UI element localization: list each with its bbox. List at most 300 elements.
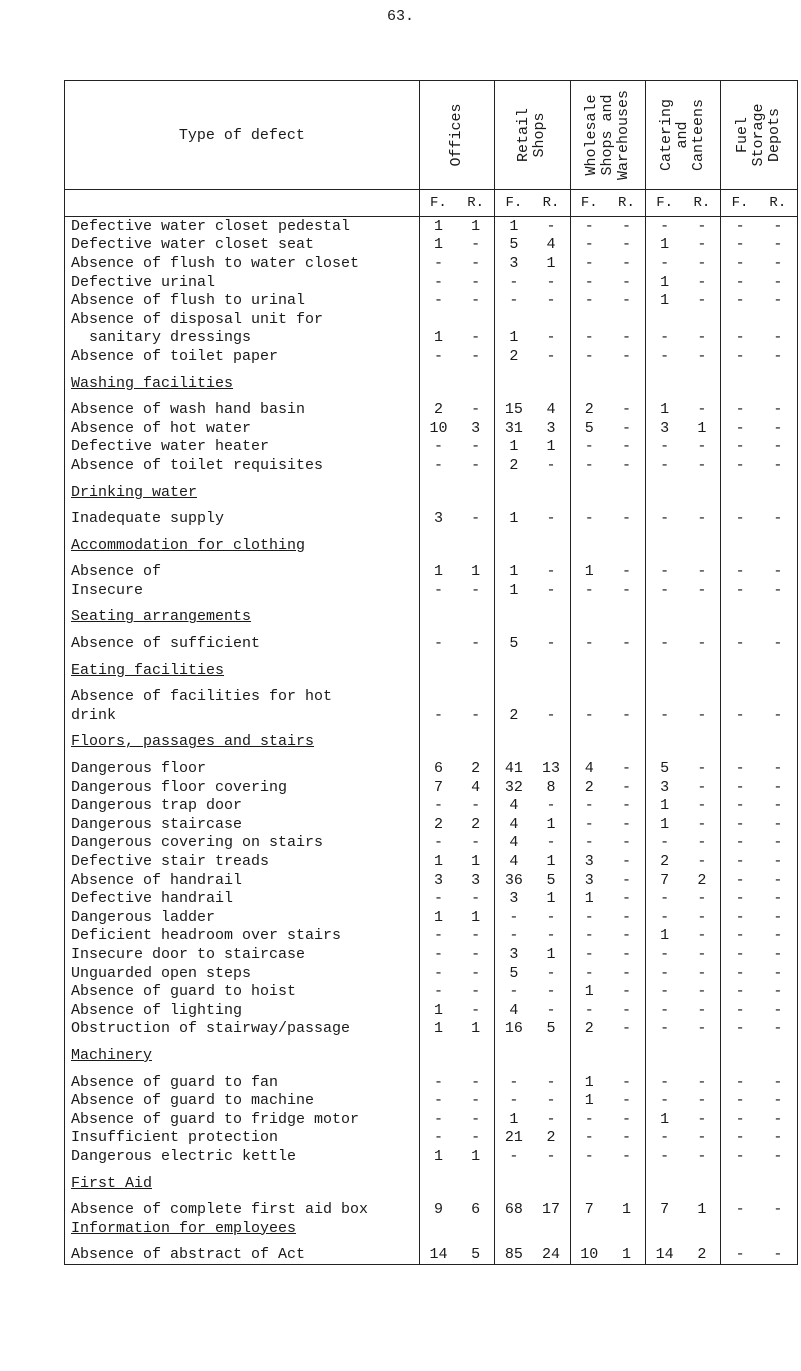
section-heading-row [65,483,798,502]
table-cell: - [683,456,721,475]
table-cell: - [532,581,570,600]
table-cell: - [457,927,495,946]
table-cell: 1 [660,1110,670,1128]
r-label: R. [759,190,798,217]
table-cell: - [683,254,721,273]
f-label: F. [721,190,759,217]
table-cell: - [660,1020,670,1038]
table-cell: - [660,563,670,581]
table-cell: - [433,1092,443,1110]
table-cell: 3 [433,871,443,889]
table-cell: - [457,945,495,964]
table-cell: 1 [433,1147,443,1165]
table-cell: 2 [433,815,443,833]
table-cell: 1 [457,908,495,927]
table-cell: - [683,945,721,964]
table-cell: - [683,347,721,366]
table-cell: - [584,438,594,456]
table-row [65,871,798,890]
table-cell: 1 [509,1110,519,1128]
table-cell: - [759,834,798,853]
table-row [65,1001,798,1020]
table-cell: - [457,964,495,983]
table-cell: - [660,945,670,963]
table-cell: - [735,438,745,456]
defect-label: Dangerous floor covering [65,778,420,797]
table-cell: - [735,853,745,871]
table-cell: - [759,945,798,964]
table-cell: - [532,273,570,292]
table-cell: - [735,1073,745,1091]
defect-label: Dangerous floor [65,759,420,778]
table-cell: - [608,438,646,457]
spacer-row [65,528,798,536]
table-cell: - [735,347,745,365]
table-cell: - [532,1001,570,1020]
table-cell: - [660,581,670,599]
table-cell: 5 [532,1020,570,1039]
table-cell: - [584,834,594,852]
section-heading-row [65,608,798,627]
table-cell: - [759,347,798,366]
table-cell: 4 [584,760,594,778]
table-cell: 2 [660,853,670,871]
table-row [65,456,798,475]
table-cell: - [608,217,646,236]
section-heading: Seating arrangements [65,608,420,627]
spacer-row [65,1238,798,1246]
table-row [65,509,798,528]
table-cell: - [532,1073,570,1092]
defect-label: Dangerous trap door [65,796,420,815]
table-cell: - [584,908,594,926]
type-of-defect-header: Type of defect [65,81,420,190]
table-cell: - [457,347,495,366]
table-row [65,329,798,348]
table-cell: - [660,510,670,528]
r-label: R. [608,190,646,217]
table-cell: - [457,456,495,475]
table-cell: 1 [532,815,570,834]
table-cell: - [683,834,721,853]
spacer-row [65,751,798,759]
table-cell: - [759,456,798,475]
table-cell: 2 [584,401,594,419]
table-cell: 1 [584,1073,594,1091]
table-row [65,581,798,600]
table-row [65,273,798,292]
table-cell: 3 [457,419,495,438]
table-cell: 16 [504,1020,523,1038]
table-cell: - [457,291,495,310]
table-cell: 1 [532,852,570,871]
table-cell: 1 [457,1147,495,1166]
table-cell: - [683,1110,721,1129]
table-cell: - [532,964,570,983]
table-cell: - [759,581,798,600]
table-row [65,834,798,853]
spacer-row [65,1065,798,1073]
table-cell: - [735,797,745,815]
table-cell: - [433,964,443,982]
table-cell: - [433,1110,443,1128]
table-cell: 41 [504,760,523,778]
table-cell: - [457,1073,495,1092]
defect-label: Absence of guard to fan [65,1073,420,1092]
defects-table [64,80,798,1265]
table-cell: - [660,1001,670,1019]
defect-label: Absence of flush to water closet [65,254,420,273]
table-row [65,310,798,329]
table-row [65,908,798,927]
table-cell: - [532,1147,570,1166]
table-cell: - [608,759,646,778]
table-cell: - [457,509,495,528]
table-cell: - [683,1091,721,1110]
table-body [65,217,798,1265]
table-cell: - [433,273,443,291]
table-cell: - [608,982,646,1001]
table-cell: 1 [532,945,570,964]
table-cell: 3 [660,419,670,437]
table-cell: 1 [683,419,721,438]
table-cell: - [683,1020,721,1039]
table-row [65,563,798,582]
table-cell: - [608,852,646,871]
section-heading-row [65,536,798,555]
defect-label: Deficient headroom over stairs [65,927,420,946]
table-cell: - [433,456,443,474]
table-cell: - [457,796,495,815]
table-cell: 2 [584,1020,594,1038]
table-cell: - [608,347,646,366]
table-cell: 2 [683,1246,721,1265]
table-cell: 1 [433,1001,443,1019]
section-heading: Floors, passages and stairs [65,733,420,752]
table-cell: - [433,581,443,599]
table-cell: - [433,1073,443,1091]
table-cell: - [683,400,721,419]
table-cell: 4 [509,797,519,815]
defect-label: Dangerous staircase [65,815,420,834]
table-cell: 2 [509,456,519,474]
f-label: F. [570,190,608,217]
fuel-storage-header [721,81,798,190]
table-cell: - [759,964,798,983]
table-cell: - [457,834,495,853]
table-cell: - [660,1129,670,1147]
table-cell: - [509,1073,519,1091]
table-cell: - [608,871,646,890]
table-cell: - [759,889,798,908]
table-cell: - [735,329,745,347]
table-cell: - [735,1020,745,1038]
spacer-row [65,626,798,634]
table-cell: - [735,456,745,474]
table-cell: 2 [509,347,519,365]
defect-label: Absence of guard to fridge motor [65,1110,420,1129]
table-cell: 4 [509,1001,519,1019]
table-cell: - [584,456,594,474]
table-cell: - [509,908,519,926]
table-cell: - [608,236,646,255]
table-cell: 1 [660,815,670,833]
table-cell: - [660,438,670,456]
table-cell: - [735,1110,745,1128]
table-cell: 1 [457,1020,495,1039]
table-cell: 1 [509,329,519,347]
table-cell: - [584,797,594,815]
defect-label: Unguarded open steps [65,964,420,983]
table-cell: - [759,509,798,528]
section-heading-row [65,733,798,752]
table-cell: - [683,796,721,815]
wholesale-header [570,81,645,190]
table-cell: 1 [433,329,443,347]
table-cell: 31 [504,419,523,437]
f-label: F. [646,190,684,217]
table-cell: - [509,1147,519,1165]
table-cell: - [608,1110,646,1129]
table-cell: - [735,760,745,778]
table-cell: - [759,871,798,890]
table-cell: - [683,634,721,653]
table-cell: - [660,347,670,365]
defect-label: Absence of toilet requisites [65,456,420,475]
table-cell: - [532,927,570,946]
table-cell: - [759,400,798,419]
defect-label: Defective handrail [65,889,420,908]
table-cell: - [759,1200,798,1219]
table-cell: - [683,329,721,348]
spacer-row [65,366,798,374]
table-cell: - [433,890,443,908]
table-cell: - [584,1001,594,1019]
table-cell: - [759,1246,798,1265]
table-cell: - [735,635,745,653]
table-cell: - [457,236,495,255]
table-cell: 3 [584,853,594,871]
table-cell: - [660,983,670,1001]
table-cell: 1 [584,1092,594,1110]
table-cell: 7 [584,1201,594,1219]
table-cell: - [433,347,443,365]
defect-label: Absence of toilet paper [65,347,420,366]
table-cell: 5 [532,871,570,890]
table-cell: - [759,254,798,273]
table-cell: - [735,254,745,272]
table-cell: 3 [509,945,519,963]
table-row [65,964,798,983]
fr-blank [65,190,420,217]
table-cell: 1 [532,889,570,908]
table-cell: - [735,292,745,310]
table-cell: - [608,1020,646,1039]
table-cell: 1 [660,927,670,945]
table-row [65,927,798,946]
table-cell: - [759,927,798,946]
defect-label: Obstruction of stairway/passage [65,1020,420,1039]
spacer-row [65,600,798,608]
table-cell: - [608,456,646,475]
section-heading-row [65,661,798,680]
table-cell: - [735,908,745,926]
table-cell: - [433,706,443,724]
table-cell: - [433,292,443,310]
table-cell: - [759,982,798,1001]
table-cell: - [683,1073,721,1092]
table-cell: - [509,292,519,310]
table-cell: 10 [429,419,448,437]
spacer-row [65,555,798,563]
table-row [65,945,798,964]
table-cell: - [735,401,745,419]
defect-label: Absence of guard to hoist [65,982,420,1001]
table-cell: 1 [433,217,443,235]
table-cell: - [608,273,646,292]
table-cell: - [584,815,594,833]
spacer-row [65,475,798,483]
table-cell: - [683,982,721,1001]
table-cell: - [532,456,570,475]
table-cell: - [660,635,670,653]
table-cell: - [457,1110,495,1129]
table-cell: - [735,1246,745,1264]
table-row [65,815,798,834]
defect-label: Absence of sufficient [65,634,420,653]
table-cell: 1 [660,401,670,419]
table-cell: - [509,273,519,291]
table-row [65,778,798,797]
table-cell: - [433,834,443,852]
table-cell: - [660,217,670,235]
table-cell: - [608,1129,646,1148]
table-row [65,1147,798,1166]
table-cell: 1 [660,797,670,815]
table-cell: 1 [608,1246,646,1265]
table-cell: - [433,254,443,272]
table-row [65,1110,798,1129]
defect-label: Absence of disposal unit for [65,310,420,329]
table-cell: - [660,706,670,724]
table-cell: - [735,1201,745,1219]
table-cell: - [608,563,646,582]
table-cell: 1 [457,852,495,871]
table-cell: 5 [584,419,594,437]
table-cell: - [584,236,594,254]
table-cell: - [608,796,646,815]
f-label: F. [419,190,457,217]
table-cell: - [457,1091,495,1110]
table-cell: - [683,509,721,528]
table-row [65,236,798,255]
table-cell: - [735,581,745,599]
table-row [65,1129,798,1148]
table-cell: 4 [509,853,519,871]
retail-shops-header [495,81,570,190]
table-cell: - [608,1147,646,1166]
table-cell: - [584,1110,594,1128]
table-row [65,982,798,1001]
table-cell: 85 [504,1246,523,1264]
defect-label: Defective water heater [65,438,420,457]
table-cell: - [735,1129,745,1147]
table-cell: - [735,983,745,1001]
table-cell: 2 [457,815,495,834]
table-cell: - [759,634,798,653]
table-cell: - [608,634,646,653]
table-cell: - [457,982,495,1001]
table-cell: - [735,706,745,724]
defect-label: Inadequate supply [65,509,420,528]
table-cell: 1 [683,1200,721,1219]
defect-label: Absence of flush to urinal [65,291,420,310]
table-cell: - [584,964,594,982]
table-cell: - [532,1110,570,1129]
section-heading: First Aid [65,1174,420,1193]
table-cell: 5 [660,760,670,778]
table-cell: 1 [457,217,495,236]
table-cell: - [759,778,798,797]
spacer-row [65,653,798,661]
table-cell: 3 [433,510,443,528]
table-cell: - [457,400,495,419]
table-cell: - [735,964,745,982]
table-cell: - [683,563,721,582]
table-cell: - [759,329,798,348]
table-cell: - [457,1129,495,1148]
table-cell: - [759,759,798,778]
table-cell: - [759,563,798,582]
table-cell: - [532,634,570,653]
table-cell: - [735,273,745,291]
section-heading-row [65,1174,798,1193]
defect-label: Insecure door to staircase [65,945,420,964]
table-cell: - [608,908,646,927]
table-cell: - [608,254,646,273]
table-cell: 7 [660,871,670,889]
table-cell: - [759,217,798,236]
spacer-row [65,725,798,733]
table-cell: - [683,291,721,310]
table-row [65,759,798,778]
table-cell: - [532,347,570,366]
table-cell: - [608,291,646,310]
spacer-row [65,1038,798,1046]
table-cell: - [759,815,798,834]
table-cell: - [735,815,745,833]
table-row [65,1246,798,1265]
table-cell: - [509,1092,519,1110]
defect-label: Absence of abstract of Act [65,1246,420,1265]
table-cell: 1 [509,563,519,581]
table-cell: - [608,1001,646,1020]
table-cell: - [683,1001,721,1020]
table-cell: - [608,419,646,438]
table-cell: 1 [433,236,443,254]
table-cell: - [532,1091,570,1110]
table-cell: - [608,927,646,946]
table-cell: - [584,927,594,945]
table-row [65,291,798,310]
table-cell: 1 [608,1200,646,1219]
table-cell: - [735,890,745,908]
section-heading: Information for employees [65,1219,420,1238]
table-cell: - [608,815,646,834]
table-row [65,347,798,366]
table-row [65,706,798,725]
defect-label: drink [65,706,420,725]
